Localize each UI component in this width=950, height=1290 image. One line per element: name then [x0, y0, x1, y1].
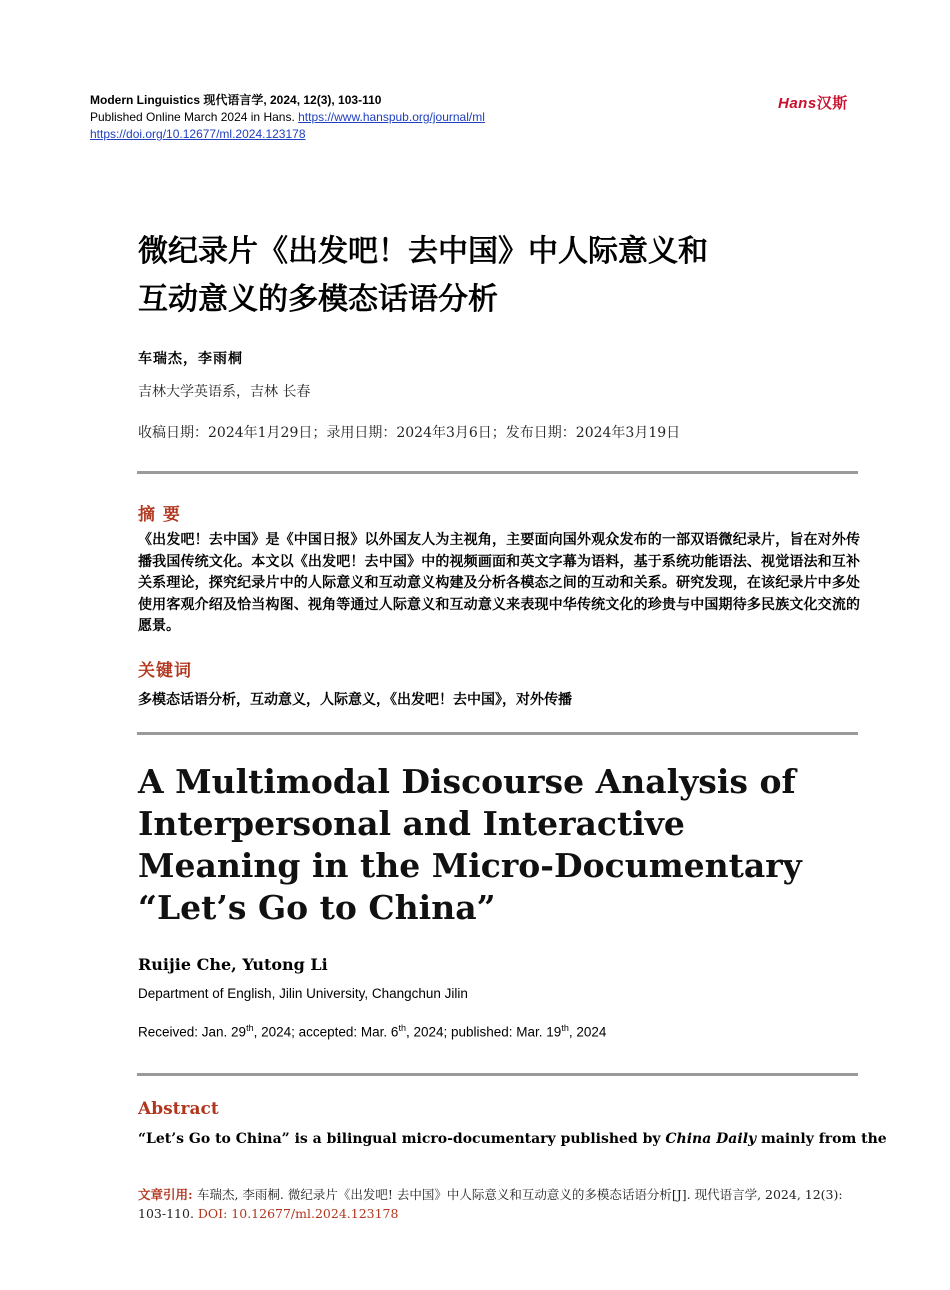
published-line: [90, 109, 485, 126]
abstract-text-start: “Let’s Go to China” is a bilingual micro-documentary published by: [138, 1131, 666, 1147]
doi-line: [90, 126, 485, 143]
logo-cn: 汉斯: [816, 95, 848, 112]
cn-authors: 车瑞杰，李雨桐: [138, 351, 243, 367]
citation: [138, 1185, 860, 1223]
divider: [137, 1073, 858, 1076]
abstract-italic: China Daily: [665, 1131, 757, 1147]
divider: [137, 471, 858, 474]
ordinal-suffix: th: [561, 1023, 569, 1033]
divider: [137, 732, 858, 735]
en-dates: [138, 1023, 606, 1040]
doi-link[interactable]: https://doi.org/10.12677/ml.2024.123178: [90, 127, 306, 141]
cn-title-line2: 互动意义的多模态话语分析: [138, 282, 498, 317]
journal-name: Modern Linguistics 现代语言学, 2024, 12(3), 103-110: [90, 93, 382, 107]
cn-title: [138, 228, 858, 324]
published-year: , 2024: [568, 1024, 607, 1040]
accepted-date: , 2024; accepted: Mar. 6: [253, 1024, 399, 1040]
logo-en: Hans: [778, 95, 817, 112]
cn-dates: 收稿日期：2024年1月29日；录用日期：2024年3月6日；发布日期：2024年3月19日: [138, 425, 681, 441]
cn-abstract: 《出发吧！去中国》是《中国日报》以外国友人为主视角，主要面向国外观众发布的一部双语微纪录片，旨在对外传播我国传统文化。本文以《出发吧！去中国》中的视频画面和英文字幕为语料，基于系统功能语法、视觉语法和互补关系理论，探究纪录片中的人际意义和互动意义构建及分析各模态之间的互动和关系。研究发现，在该纪录片中多处使用客观介绍及恰当构图、视角等通过人际意义和互动意义来表现中华传统文化的珍贵与中国期待多民族文化交流的愿景。: [138, 532, 860, 634]
cn-keywords: 多模态话语分析，互动意义，人际意义，《出发吧！去中国》，对外传播: [138, 692, 572, 708]
en-authors: Ruijie Che, Yutong Li: [138, 955, 328, 974]
journal-link[interactable]: https://www.hanspub.org/journal/ml: [298, 110, 485, 124]
en-abstract: [138, 1131, 887, 1147]
en-title-line4: “Let’s Go to China”: [138, 888, 496, 927]
journal-header: [90, 92, 485, 143]
en-affiliation: Department of English, Jilin University, Changchun Jilin: [138, 986, 468, 1001]
received-date: Received: Jan. 29: [138, 1024, 247, 1040]
cn-title-line1: 微纪录片《出发吧！去中国》中人际意义和: [138, 234, 708, 269]
en-title-line1: A Multimodal Discourse Analysis of: [138, 762, 796, 801]
citation-text: 车瑞杰, 李雨桐. 微纪录片《出发吧! 去中国》中人际意义和互动意义的多模态话语分析[J]. 现代语言学, 2024, 12(3): 103-110.: [138, 1187, 843, 1221]
cn-keywords-heading: 关键词: [138, 661, 192, 681]
ordinal-suffix: th: [398, 1023, 406, 1033]
en-abstract-heading: Abstract: [138, 1099, 219, 1119]
published-prefix: Published Online March 2024 in Hans.: [90, 110, 299, 124]
citation-label: 文章引用:: [138, 1187, 197, 1202]
citation-doi[interactable]: DOI: 10.12677/ml.2024.123178: [197, 1206, 399, 1221]
cn-abstract-heading: 摘 要: [138, 505, 181, 525]
en-title-line2: Interpersonal and Interactive: [138, 804, 685, 843]
en-title-line3: Meaning in the Micro-Documentary: [138, 846, 802, 885]
cn-affiliation: 吉林大学英语系，吉林 长春: [138, 384, 311, 400]
en-title: [138, 761, 858, 929]
hans-logo: [778, 92, 848, 113]
abstract-text-end: mainly from the: [756, 1131, 887, 1147]
published-date: , 2024; published: Mar. 19: [405, 1024, 562, 1040]
ordinal-suffix: th: [246, 1023, 254, 1033]
